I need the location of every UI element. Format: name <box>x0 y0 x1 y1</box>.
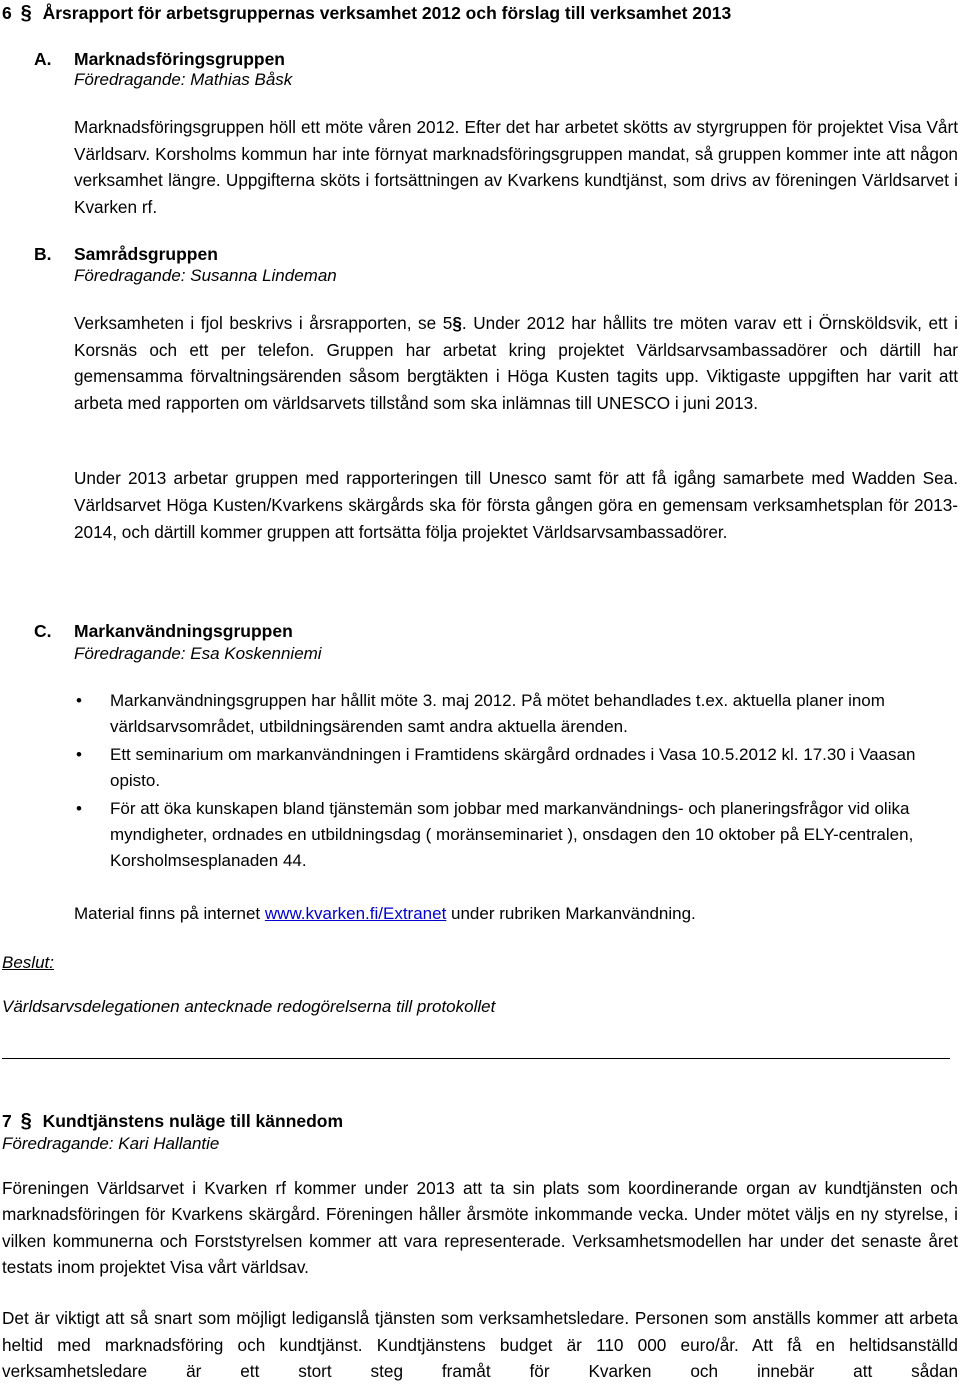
group-b-letter: B. <box>34 244 52 264</box>
decision-text: Världsarvsdelegationen antecknade redogörelserna till protokollet <box>2 997 496 1016</box>
section-7-heading <box>2 1110 952 1132</box>
bullet-icon: • <box>76 745 82 764</box>
section-7-number: 7 <box>2 1111 12 1131</box>
group-c-material <box>74 902 696 926</box>
decision-label: Beslut: <box>2 953 54 972</box>
section-7-presenter: Föredragande: Kari Hallantie <box>2 1134 220 1153</box>
group-b-body-1 <box>74 310 958 416</box>
group-a-body: Marknadsföringsgruppen höll ett möte våren 2012. Efter det har arbetet skötts av styrgruppen för projektet Visa Vårt Världsarv. Korsholms kommun har inte förnyat marknadsföringsgruppen mandat, så gruppen kommer inte att någon verksamhet längre. Uppgifterna sköts i fortsättningen av Kvarkens kundtjänst, som drivs av föreningen Världsarvet i Kvarken rf. <box>74 117 958 218</box>
list-item <box>74 688 934 740</box>
list-item <box>74 796 934 874</box>
list-item-text: Markanvändningsgruppen har hållit möte 3. maj 2012. På mötet behandlades t.ex. aktuella planer inom världsarvsområdet, utbildningsärenden samt andra aktuella ärenden. <box>110 691 885 736</box>
group-c-presenter: Föredragande: Esa Koskenniemi <box>74 644 322 663</box>
material-text-post: under rubriken Markanvändning. <box>446 904 696 923</box>
paragraph-sign: § <box>20 1110 32 1132</box>
group-c-name: Markanvändningsgruppen <box>74 621 293 641</box>
group-c-letter: C. <box>34 621 52 641</box>
section-7-para-2: Det är viktigt att så snart som möjligt lediganslå tjänsten som verksamhetsledare. Personen som anställs kommer att arbeta heltid med marknadsföring och kundtjänst. Kundtjänstens budget är 110 000 euro/år. Att få en heltidsanställd verksamhetsledare är ett stort steg framåt för Kvarken och innebär att sådan <box>2 1308 958 1382</box>
bullet-icon: • <box>76 691 82 710</box>
group-b-name: Samrådsgruppen <box>74 244 218 264</box>
group-b-body-2: Under 2013 arbetar gruppen med rapporteringen till Unesco samt för att få igång samarbete med Wadden Sea. Världsarvet Höga Kusten/Kvarkens skärgårds ska för första gången göra en gemensam verksamhetsplan för 2013-2014, och därtill kommer gruppen att fortsätta följa projektet Världsarvsambassadörer. <box>74 468 958 542</box>
group-a-letter: A. <box>34 49 52 69</box>
section-7-para-1: Föreningen Världsarvet i Kvarken rf kommer under 2013 att ta sin plats som koordinerande organ av kundtjänsten och marknadsföringen för Kvarkens skärgård. Föreningen håller årsmöte inkommande vecka. Under mötet väljs en ny styrelse, i vilken kommunerna och Forststyrelsen kommer att vara representerade. Verksamhetsmodellen har under det senaste året testats inom projektet Visa vårt världsav. <box>2 1178 958 1278</box>
extranet-link[interactable]: www.kvarken.fi/Extranet <box>264 904 447 923</box>
section-divider <box>2 1058 950 1059</box>
section-6-number: 6 <box>2 3 12 23</box>
list-item <box>74 742 934 794</box>
paragraph-sign-inline: § <box>452 313 462 333</box>
list-item-text: Ett seminarium om markanvändningen i Framtidens skärgård ordnades i Vasa 10.5.2012 kl. 17.30 i Vaasan opisto. <box>110 745 916 790</box>
group-b-body-1-pre: Verksamheten i fjol beskrivs i årsrapporten, se 5 <box>74 313 453 333</box>
group-b-presenter: Föredragande: Susanna Lindeman <box>74 266 337 285</box>
group-c-bullet-list <box>74 688 934 874</box>
section-7-title: Kundtjänstens nuläge till kännedom <box>42 1111 344 1131</box>
group-b-body-1-post: . Under 2012 har hållits tre möten varav ett i Örnsköldsvik, ett i Korsnäs och ett per telefon. Gruppen har arbetat kring projektet Världsarvsambassadörer och därtill har gemensamma förvaltningsärenden såsom bergtäkten i Höga Kusten tagits upp. Viktigaste uppgiften har varit att arbeta med rapporten om världsarvets tillstånd som ska inlämnas till UNESCO i juni 2013. <box>74 313 958 413</box>
material-text-pre: Material finns på internet <box>74 904 265 923</box>
group-a-name: Marknadsföringsgruppen <box>74 49 285 69</box>
bullet-icon: • <box>76 799 82 818</box>
group-a-presenter: Föredragande: Mathias Båsk <box>74 70 293 89</box>
paragraph-sign: § <box>20 2 32 24</box>
section-6-title: Årsrapport för arbetsgruppernas verksamhet 2012 och förslag till verksamhet 2013 <box>42 3 732 23</box>
list-item-text: För att öka kunskapen bland tjänstemän som jobbar med markanvändnings- och planeringsfrågor vid olika myndigheter, ordnades en utbildningsdag ( moränseminariet ), onsdagen den 10 oktober på ELY-centralen, Korsholmsesplanaden 44. <box>110 799 914 870</box>
section-6-heading <box>2 2 952 24</box>
